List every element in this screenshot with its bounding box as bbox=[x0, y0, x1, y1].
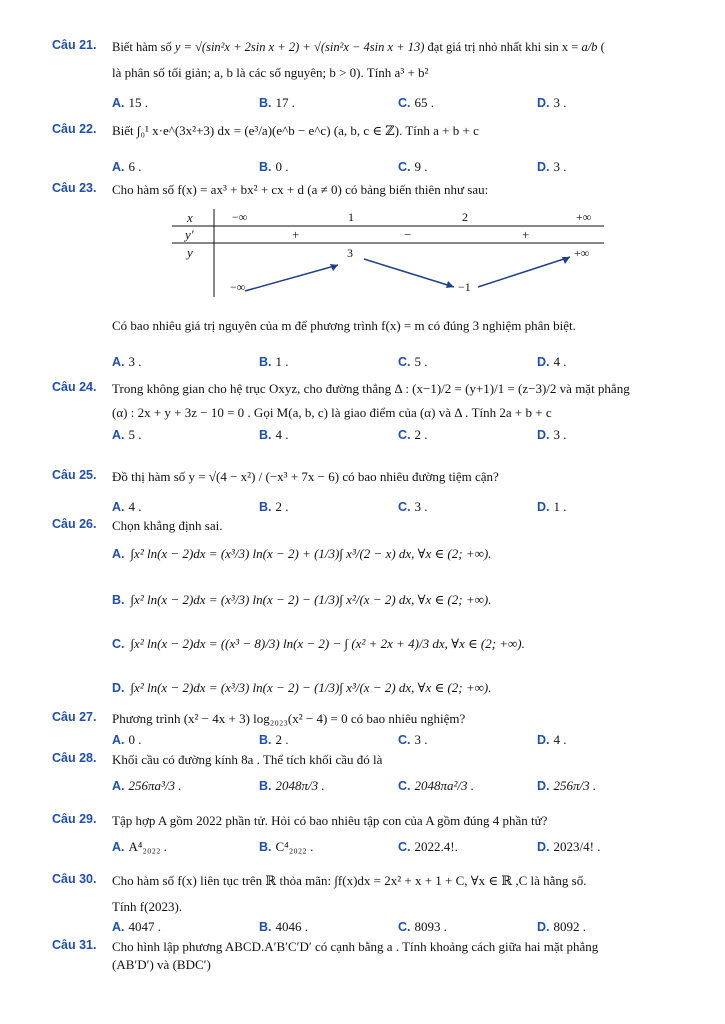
x-value: 2 bbox=[462, 210, 468, 224]
question-23-ask bbox=[52, 317, 685, 371]
question-text: Tập hợp A gồm 2022 phần tử. Hỏi có bao nhiêu tập con của A gồm đúng 4 phần tử? bbox=[112, 813, 548, 828]
arrow-down bbox=[364, 259, 454, 287]
question-26 bbox=[52, 517, 685, 707]
option-d[interactable]: D. 3 . bbox=[537, 95, 567, 110]
option-b[interactable]: B. C⁴₂₀₂₂ . bbox=[259, 839, 314, 854]
question-text: Trong không gian cho hệ trục Oxyz, cho đường thẳng Δ : (x−1)/2 = (y+1)/1 = (z−3)/2 và mặt phẳng bbox=[112, 381, 630, 396]
option-c[interactable]: C. 9 . bbox=[398, 159, 428, 174]
question-text: (α) : 2x + y + 3z − 10 = 0 . Gọi M(a, b, c) là giao điểm của (α) và Δ . Tính 2a + b + c bbox=[112, 405, 552, 420]
question-number: Câu 27. bbox=[52, 710, 97, 724]
question-27 bbox=[52, 710, 685, 750]
y-value: −1 bbox=[458, 280, 471, 294]
option-d[interactable]: D. 256π/3 . bbox=[537, 778, 597, 793]
option-d[interactable]: D. 4 . bbox=[537, 354, 567, 369]
option-a[interactable]: A. A⁴₂₀₂₂ . bbox=[112, 839, 168, 854]
sign: − bbox=[404, 227, 412, 242]
option-c[interactable]: C. 3 . bbox=[398, 499, 428, 514]
option-d[interactable]: D. 3 . bbox=[537, 427, 567, 442]
row-label-y: y bbox=[187, 245, 193, 260]
answer-options bbox=[112, 498, 685, 516]
option-c[interactable]: C. 2022.4!. bbox=[398, 839, 458, 854]
option-b[interactable]: B. ∫x² ln(x − 2)dx = (x³/3) ln(x − 2) − (1/3)∫ x²/(x − 2) dx, ∀x ∈ (2; +∞). bbox=[112, 592, 492, 607]
answer-options bbox=[112, 731, 685, 749]
question-number: Câu 23. bbox=[52, 181, 97, 195]
option-a[interactable]: A. 4047 . bbox=[112, 919, 161, 934]
x-value: +∞ bbox=[576, 210, 592, 224]
option-a[interactable]: A. 3 . bbox=[112, 354, 142, 369]
option-c[interactable]: C. ∫x² ln(x − 2)dx = ((x³ − 8)/3) ln(x − 2) − ∫ (x² + 2x + 4)/3 dx, ∀x ∈ (2; +∞). bbox=[112, 636, 525, 651]
x-value: 1 bbox=[348, 210, 354, 224]
answer-options bbox=[112, 158, 685, 176]
question-text: Cho hàm số f(x) liên tục trên ℝ thỏa mãn: ∫f(x)dx = 2x² + x + 1 + C, ∀x ∈ ℝ ,C là hằng số. bbox=[112, 873, 587, 888]
option-d[interactable]: D. 4 . bbox=[537, 732, 567, 747]
question-text: (AB′D′) và (BDC′) bbox=[112, 957, 211, 972]
question-21 bbox=[52, 38, 685, 108]
option-a[interactable]: A. 15 . bbox=[112, 95, 148, 110]
question-number: Câu 25. bbox=[52, 468, 97, 482]
question-number: Câu 22. bbox=[52, 122, 97, 136]
sign: + bbox=[522, 227, 530, 242]
row-label-x: x bbox=[187, 210, 193, 225]
option-a[interactable]: A. 5 . bbox=[112, 427, 142, 442]
question-31 bbox=[52, 938, 685, 978]
answer-options bbox=[112, 918, 685, 936]
option-c[interactable]: C. 3 . bbox=[398, 732, 428, 747]
option-c[interactable]: C. 2 . bbox=[398, 427, 428, 442]
option-a[interactable]: A. ∫x² ln(x − 2)dx = (x³/3) ln(x − 2) + (1/3)∫ x³/(2 − x) dx, ∀x ∈ (2; +∞). bbox=[112, 546, 492, 561]
question-30 bbox=[52, 872, 685, 938]
answer-options bbox=[112, 838, 685, 864]
option-c[interactable]: C. 2048πa²/3 . bbox=[398, 778, 475, 793]
x-value: −∞ bbox=[232, 210, 248, 224]
y-value: 3 bbox=[347, 246, 353, 260]
option-a[interactable]: A. 0 . bbox=[112, 732, 142, 747]
option-a[interactable]: A. 256πa³/3 . bbox=[112, 778, 182, 793]
y-value: +∞ bbox=[574, 246, 590, 260]
option-b[interactable]: B. 2048π/3 . bbox=[259, 778, 325, 793]
question-text: Đồ thị hàm số y = √(4 − x²) / (−x³ + 7x − 6) có bao nhiêu đường tiệm cận? bbox=[112, 469, 499, 484]
question-text: Có bao nhiêu giá trị nguyên của m để phương trình f(x) = m có đúng 3 nghiệm phân biệt. bbox=[112, 318, 576, 333]
question-number: Câu 29. bbox=[52, 812, 97, 826]
option-d[interactable]: D. 2023/4! . bbox=[537, 839, 601, 854]
arrow-up-2 bbox=[478, 257, 570, 287]
question-text: Cho hàm số f(x) = ax³ + bx² + cx + d (a ≠ 0) có bảng biến thiên như sau: bbox=[112, 182, 489, 197]
option-c[interactable]: C. 65 . bbox=[398, 95, 434, 110]
option-d[interactable]: D. 8092 . bbox=[537, 919, 586, 934]
answer-options bbox=[112, 353, 685, 371]
question-number: Câu 24. bbox=[52, 380, 97, 394]
option-b[interactable]: B. 4046 . bbox=[259, 919, 308, 934]
question-22 bbox=[52, 122, 685, 178]
question-text: Chọn khẳng định sai. bbox=[112, 518, 223, 533]
option-b[interactable]: B. 0 . bbox=[259, 159, 289, 174]
y-value: −∞ bbox=[230, 280, 246, 294]
question-number: Câu 26. bbox=[52, 517, 97, 531]
question-number: Câu 28. bbox=[52, 751, 97, 765]
option-a[interactable]: A. 4 . bbox=[112, 499, 142, 514]
option-b[interactable]: B. 17 . bbox=[259, 95, 295, 110]
question-text: Khối cầu có đường kính 8a . Thể tích khối cầu đó là bbox=[112, 752, 383, 767]
question-text: Phương trình (x² − 4x + 3) log₂₀₂₃(x² − 4) = 0 có bao nhiêu nghiệm? bbox=[112, 711, 466, 726]
question-text: Biết ∫₀¹ x·e^(3x²+3) dx = (e³/a)(e^b − e^c) (a, b, c ∈ ℤ). Tính a + b + c bbox=[112, 123, 479, 138]
sign: + bbox=[292, 227, 300, 242]
question-number: Câu 31. bbox=[52, 938, 97, 952]
function-expression: y = √(sin²x + 2sin x + 2) + √(sin²x − 4sin x + 13) bbox=[174, 40, 425, 54]
option-c[interactable]: C. 8093 . bbox=[398, 919, 447, 934]
option-d[interactable]: D. ∫x² ln(x − 2)dx = (x³/3) ln(x − 2) − (1/3)∫ x³/(x − 2) dx, ∀x ∈ (2; +∞). bbox=[112, 680, 492, 695]
option-a[interactable]: A. 6 . bbox=[112, 159, 142, 174]
question-number: Câu 30. bbox=[52, 872, 97, 886]
option-b[interactable]: B. 2 . bbox=[259, 499, 289, 514]
option-b[interactable]: B. 2 . bbox=[259, 732, 289, 747]
question-25 bbox=[52, 468, 685, 516]
option-b[interactable]: B. 4 . bbox=[259, 427, 289, 442]
question-number: Câu 21. bbox=[52, 38, 97, 52]
arrow-up-1 bbox=[245, 265, 338, 291]
question-29 bbox=[52, 812, 685, 870]
question-text: Cho hình lập phương ABCD.A′B′C′D′ có cạnh bằng a . Tính khoảng cách giữa hai mặt phẳng bbox=[112, 939, 599, 954]
question-28 bbox=[52, 751, 685, 809]
variation-table bbox=[172, 209, 604, 297]
question-24 bbox=[52, 380, 685, 442]
row-label-yprime: y′ bbox=[185, 227, 194, 242]
option-c[interactable]: C. 5 . bbox=[398, 354, 428, 369]
option-b[interactable]: B. 1 . bbox=[259, 354, 289, 369]
answer-options bbox=[112, 777, 685, 803]
option-d[interactable]: D. 1 . bbox=[537, 499, 567, 514]
question-text: Biết hàm số y = √(sin²x + 2sin x + 2) + √(sin²x − 4sin x + 13) đạt giá trị nhỏ nhất khi sin x = a/b ( là phân số tối giản; a, b là các số nguyên; b > 0). Tính a³ + b² bbox=[112, 40, 605, 80]
question-text: Tính f(2023). bbox=[112, 899, 183, 914]
answer-options bbox=[112, 426, 685, 444]
option-d[interactable]: D. 3 . bbox=[537, 159, 567, 174]
answer-options bbox=[112, 94, 685, 112]
